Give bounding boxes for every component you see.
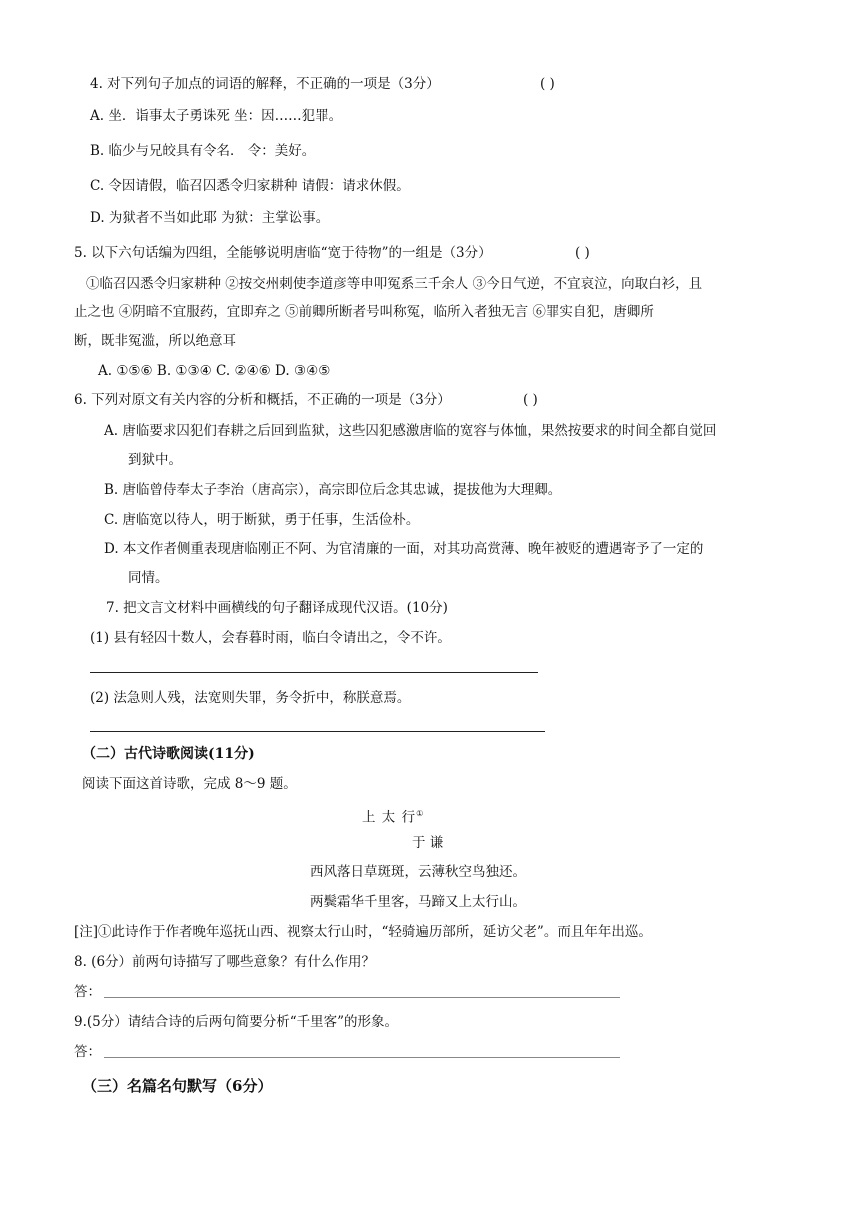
q5-text-line-1: ①临召囚悉令归家耕种 ②按交州刺使李道彦等申叩冤系三千余人 ③今日气逆，不宜哀泣，向取白衫，且: [86, 276, 703, 292]
q5-text-line-3: 断，既非冤滥，所以绝意耳: [74, 333, 236, 349]
q5-stem: 5. 以下六句话编为四组，全能够说明唐临“宽于待物”的一组是（3分）: [74, 245, 492, 261]
q7-sentence-1: (1) 县有轻囚十数人，会春暮时雨，临白令请出之，令不许。: [90, 630, 451, 646]
poem-note-mark: ①: [416, 809, 425, 818]
q9-answer-line[interactable]: [104, 1057, 620, 1058]
q9-answer-label: 答：: [74, 1044, 101, 1060]
section2-intro: 阅读下面这首诗歌，完成 8～9 题。: [82, 776, 297, 792]
poem-note: [注]①此诗作于作者晚年巡抚山西、视察太行山时，“轻骑遍历部所，延访父老”。而且年年出巡。: [74, 924, 652, 940]
q8-answer-label: 答：: [74, 984, 101, 1000]
q4-stem: 4. 对下列句子加点的词语的解释，不正确的一项是（3分）: [90, 76, 440, 92]
q5-text-line-2: 止之也 ④阴暗不宜服药，宜即弃之 ⑤前卿所断者号叫称冤，临所入者独无言 ⑥罪实自犯，唐卿所: [74, 304, 654, 320]
q8-stem: 8. (6分）前两句诗描写了哪些意象？有什么作用？: [74, 954, 376, 970]
q7-answer-line-2[interactable]: [90, 731, 545, 732]
section3-title: （三）名篇名句默写（6分）: [82, 1077, 273, 1095]
q6-stem: 6. 下列对原文有关内容的分析和概括，不正确的一项是（3分）: [74, 392, 451, 408]
q4-option-c: C. 令因请假，临召囚悉令归家耕种 请假：请求休假。: [90, 178, 410, 194]
q6-option-d-line-1: D. 本文作者侧重表现唐临刚正不阿、为官清廉的一面，对其功高赏薄、晚年被贬的遭遇寄予了一定的: [104, 541, 704, 557]
q7-answer-line-1[interactable]: [90, 672, 538, 673]
q4-option-a: A. 坐．诣事太子勇诛死 坐：因……犯罪。: [90, 108, 343, 124]
q4-answer-paren: ( ): [540, 76, 555, 92]
q6-option-d-line-2: 同情。: [128, 570, 169, 586]
q6-option-c: C. 唐临宽以待人，明于断狱，勇于任事，生活俭朴。: [104, 512, 420, 528]
poem-line-2: 两鬓霜华千里客，马蹄又上太行山。: [310, 894, 526, 910]
q4-option-b: B. 临少与兄皎具有令名． 令：美好。: [90, 143, 316, 159]
q5-answer-paren: ( ): [575, 245, 590, 261]
q6-option-b: B. 唐临曾侍奉太子李治（唐高宗），高宗即位后念其忠诚，提拔他为大理卿。: [104, 482, 562, 498]
q8-answer-line[interactable]: [104, 997, 620, 998]
q4-option-d: D. 为狱者不当如此耶 为狱：主掌讼事。: [90, 210, 330, 226]
poem-line-1: 西风落日草斑斑，云薄秋空鸟独还。: [310, 864, 526, 880]
q9-stem: 9.(5分）请结合诗的后两句简要分析“千里客”的形象。: [74, 1014, 399, 1030]
section2-title: （二）古代诗歌阅读(11分): [82, 746, 255, 762]
q6-answer-paren: ( ): [523, 392, 538, 408]
q5-choices: A. ①⑤⑥ B. ①③④ C. ②④⑥ D. ③④⑤: [98, 363, 331, 379]
poem-author: 于 谦: [412, 835, 444, 851]
poem-title: 上 太 行①: [362, 809, 425, 826]
q7-sentence-2: (2) 法急则人残，法宽则失罪，务令折中，称朕意焉。: [90, 690, 411, 706]
q6-option-a-line-2: 到狱中。: [128, 452, 182, 468]
q7-stem: 7. 把文言文材料中画横线的句子翻译成现代汉语。(10分): [106, 600, 448, 616]
q6-option-a-line-1: A. 唐临要求囚犯们春耕之后回到监狱，这些囚犯感激唐临的宽容与体恤，果然按要求的时间全都自觉回: [104, 423, 717, 439]
